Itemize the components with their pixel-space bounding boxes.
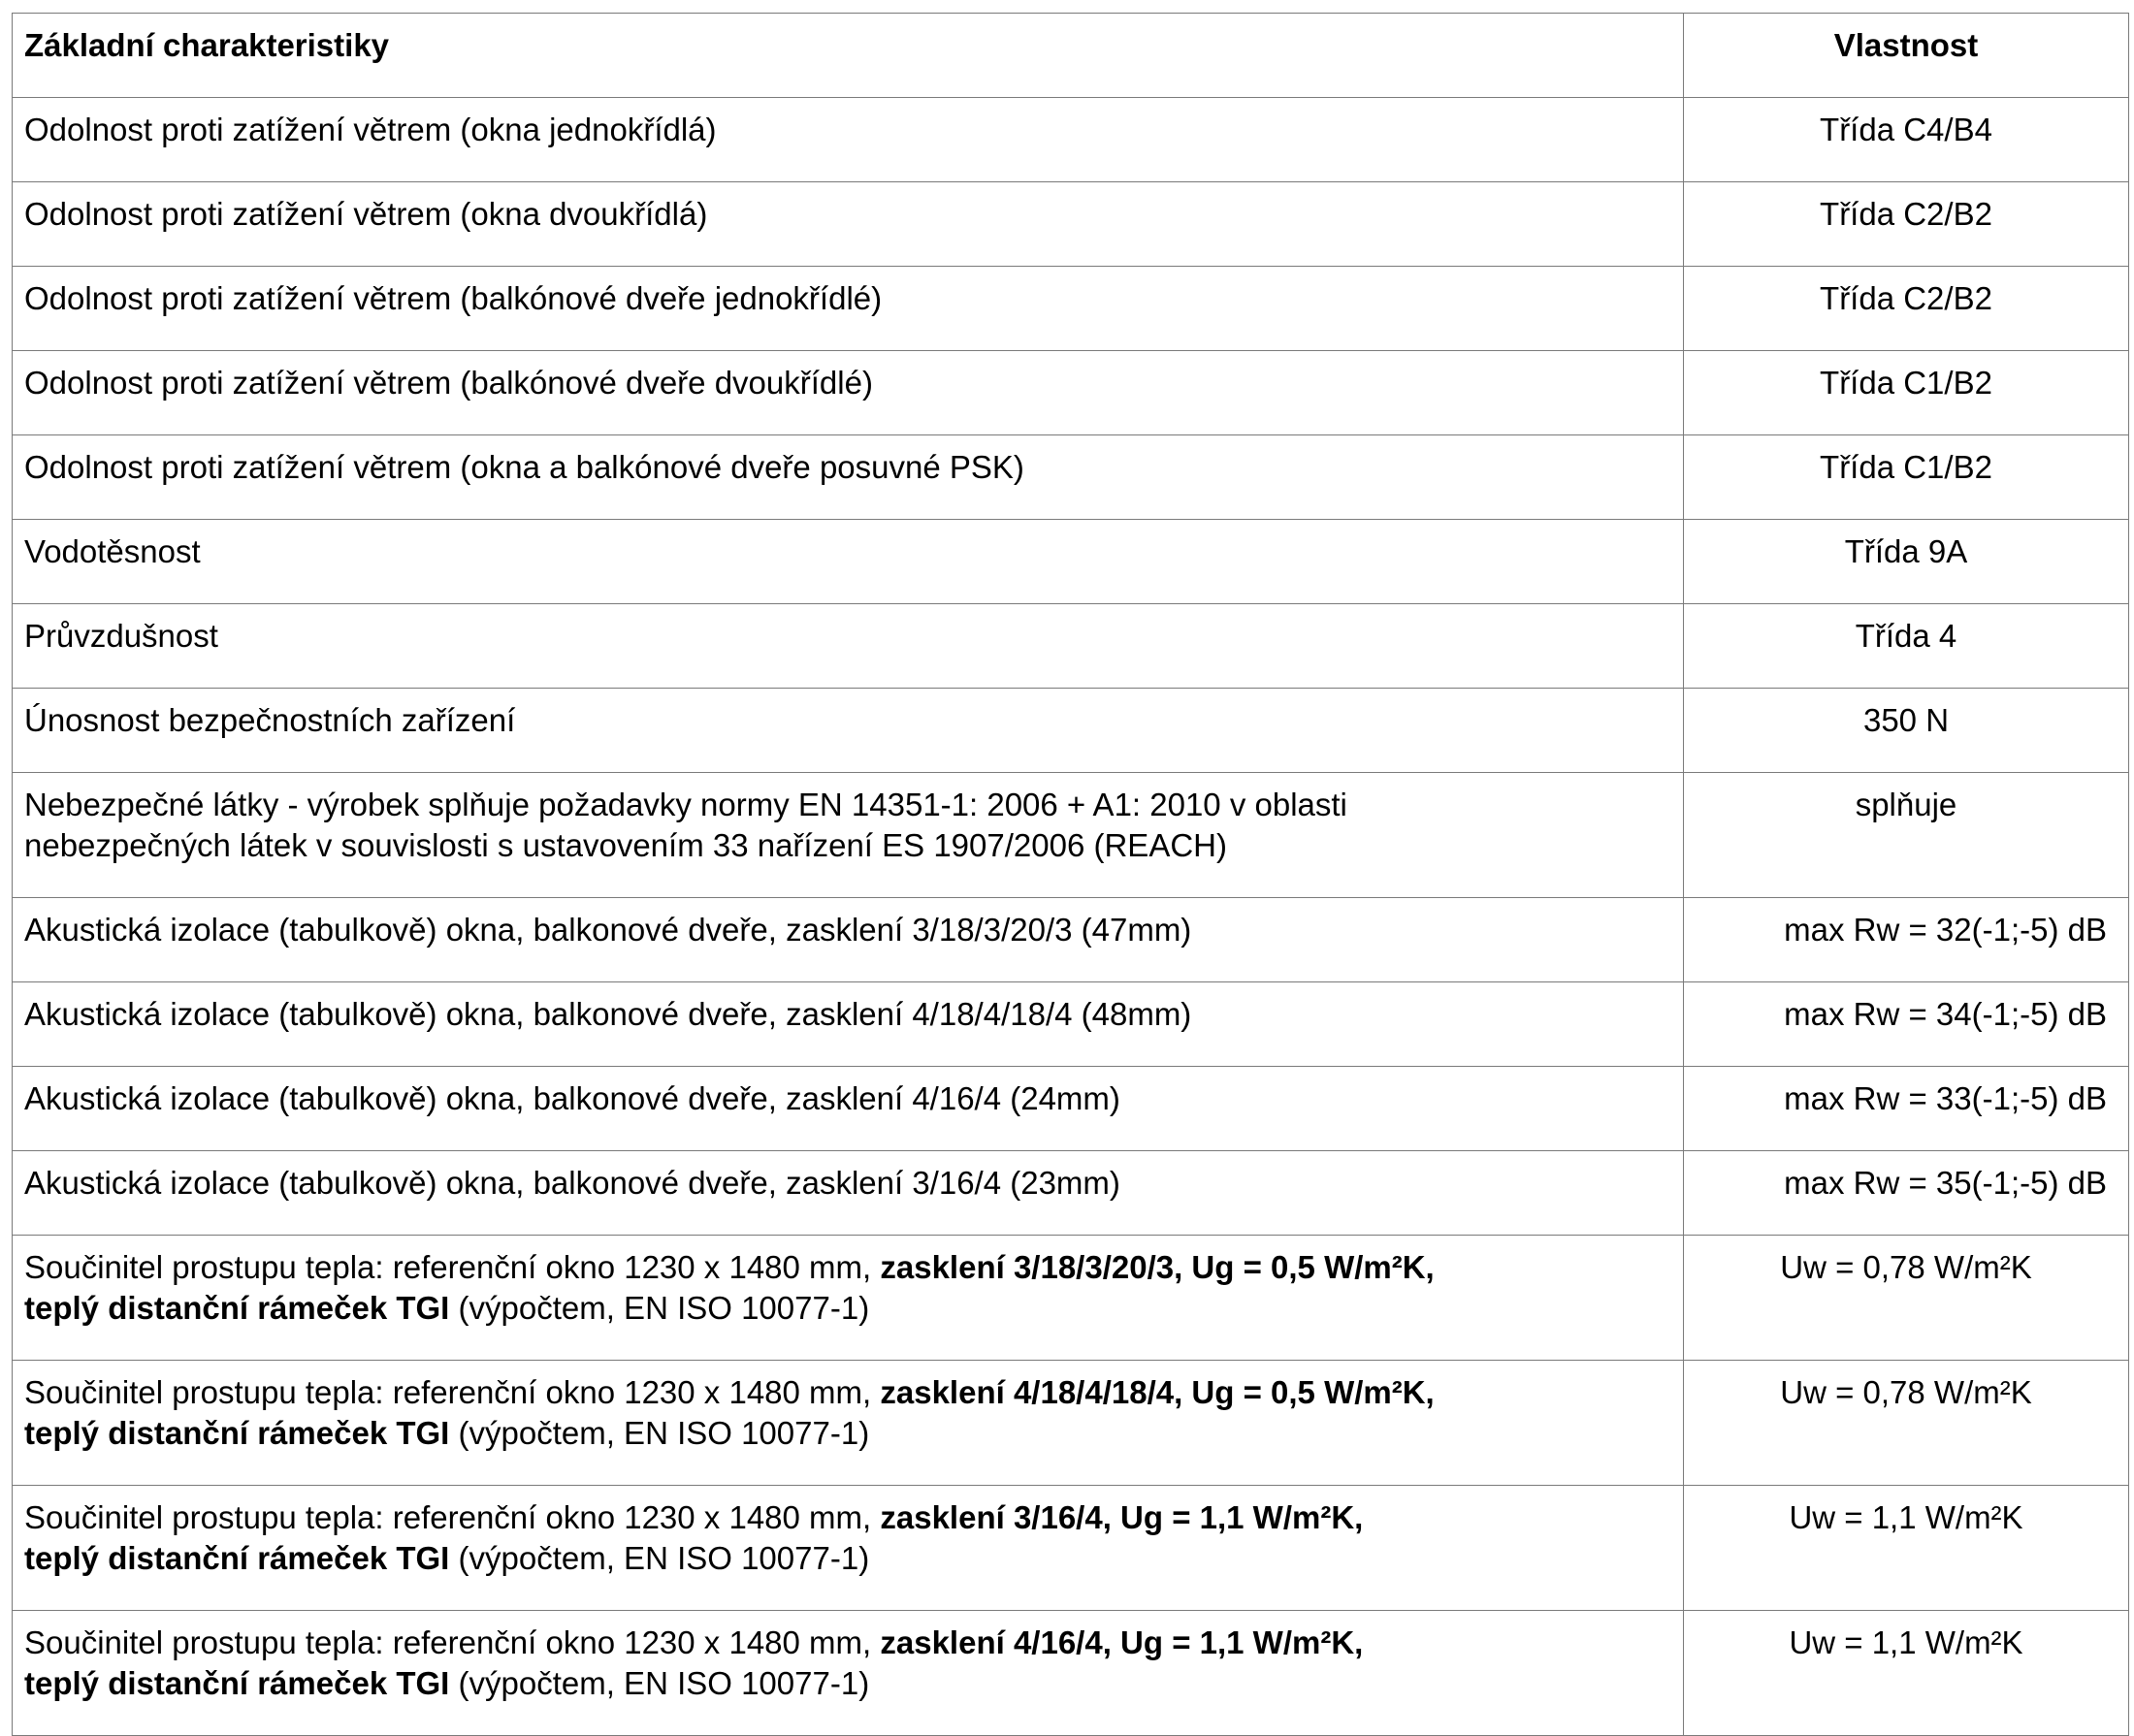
table-row [13,1151,2129,1236]
spacer-spec: teplý distanční rámeček TGI [24,1665,450,1701]
property-cell: Třída C1/B2 [1684,351,2129,435]
properties-table [12,13,2129,1736]
document-page [12,0,2128,1736]
method-note: (výpočtem, EN ISO 10077-1) [449,1665,870,1701]
characteristic-cell [13,1361,1684,1486]
glazing-spec: zasklení 3/16/4, Ug = 1,1 W/m²K, [880,1499,1364,1535]
characteristic-cell: Vodotěsnost [13,520,1684,604]
spacer-spec: teplý distanční rámeček TGI [24,1540,450,1576]
characteristic-cell: Odolnost proti zatížení větrem (okna a balkónové dveře posuvné PSK) [13,435,1684,520]
characteristic-cell: Odolnost proti zatížení větrem (okna dvoukřídlá) [13,182,1684,267]
characteristic-cell: Odolnost proti zatížení větrem (balkónové dveře jednokřídlé) [13,267,1684,351]
table-row [13,267,2129,351]
property-cell: max Rw = 32(-1;-5) dB [1684,898,2129,982]
property-cell: Uw = 1,1 W/m²K [1684,1611,2129,1736]
table-row [13,520,2129,604]
glazing-spec: zasklení 4/16/4, Ug = 1,1 W/m²K, [880,1624,1364,1660]
table-row [13,182,2129,267]
characteristic-cell [13,773,1684,898]
glazing-spec: zasklení 4/18/4/18/4, Ug = 0,5 W/m²K, [880,1374,1435,1410]
table-row [13,1361,2129,1486]
method-note: (výpočtem, EN ISO 10077-1) [449,1290,870,1326]
characteristic-cell: Průvzdušnost [13,604,1684,689]
characteristic-cell: Akustická izolace (tabulkově) okna, balkonové dveře, zasklení 4/16/4 (24mm) [13,1067,1684,1151]
property-cell: Třída C2/B2 [1684,267,2129,351]
spacer-spec: teplý distanční rámeček TGI [24,1290,450,1326]
property-cell: Uw = 0,78 W/m²K [1684,1236,2129,1361]
property-cell: Uw = 1,1 W/m²K [1684,1486,2129,1611]
characteristic-cell: Únosnost bezpečnostních zařízení [13,689,1684,773]
property-cell: Třída C2/B2 [1684,182,2129,267]
property-cell: Třída 9A [1684,520,2129,604]
property-cell: Třída 4 [1684,604,2129,689]
method-note: (výpočtem, EN ISO 10077-1) [449,1415,870,1451]
characteristic-prefix: Součinitel prostupu tepla: referenční okno 1230 x 1480 mm, [24,1374,881,1410]
property-cell: Třída C4/B4 [1684,98,2129,182]
characteristic-cell [13,1486,1684,1611]
characteristic-prefix: Součinitel prostupu tepla: referenční okno 1230 x 1480 mm, [24,1624,881,1660]
property-cell: Uw = 0,78 W/m²K [1684,1361,2129,1486]
characteristic-cell: Odolnost proti zatížení větrem (okna jednokřídlá) [13,98,1684,182]
table-row [13,435,2129,520]
characteristic-cell: Odolnost proti zatížení větrem (balkónové dveře dvoukřídlé) [13,351,1684,435]
characteristic-cell [13,1611,1684,1736]
table-row [13,689,2129,773]
property-cell: Třída C1/B2 [1684,435,2129,520]
glazing-spec: zasklení 3/18/3/20/3, Ug = 0,5 W/m²K, [880,1249,1435,1285]
header-characteristic: Základní charakteristiky [13,14,1684,98]
property-cell: max Rw = 33(-1;-5) dB [1684,1067,2129,1151]
table-row [13,1611,2129,1736]
table-row [13,773,2129,898]
spacer-spec: teplý distanční rámeček TGI [24,1415,450,1451]
property-cell: splňuje [1684,773,2129,898]
characteristic-line-1: Nebezpečné látky - výrobek splňuje požadavky normy EN 14351-1: 2006 + A1: 2010 v oblasti [24,787,1347,822]
table-row [13,982,2129,1067]
property-cell: max Rw = 35(-1;-5) dB [1684,1151,2129,1236]
method-note: (výpočtem, EN ISO 10077-1) [449,1540,870,1576]
characteristic-cell: Akustická izolace (tabulkově) okna, balkonové dveře, zasklení 3/16/4 (23mm) [13,1151,1684,1236]
characteristic-prefix: Součinitel prostupu tepla: referenční okno 1230 x 1480 mm, [24,1499,881,1535]
table-row [13,98,2129,182]
table-row [13,1486,2129,1611]
property-cell: max Rw = 34(-1;-5) dB [1684,982,2129,1067]
table-row [13,1236,2129,1361]
characteristic-prefix: Součinitel prostupu tepla: referenční okno 1230 x 1480 mm, [24,1249,881,1285]
characteristic-cell: Akustická izolace (tabulkově) okna, balkonové dveře, zasklení 3/18/3/20/3 (47mm) [13,898,1684,982]
table-row [13,351,2129,435]
table-row [13,604,2129,689]
characteristic-cell [13,1236,1684,1361]
property-cell: 350 N [1684,689,2129,773]
table-row [13,1067,2129,1151]
characteristic-cell: Akustická izolace (tabulkově) okna, balkonové dveře, zasklení 4/18/4/18/4 (48mm) [13,982,1684,1067]
table-row [13,898,2129,982]
table-header-row [13,14,2129,98]
header-property: Vlastnost [1684,14,2129,98]
characteristic-line-2: nebezpečných látek v souvislosti s ustavovením 33 nařízení ES 1907/2006 (REACH) [24,827,1227,863]
